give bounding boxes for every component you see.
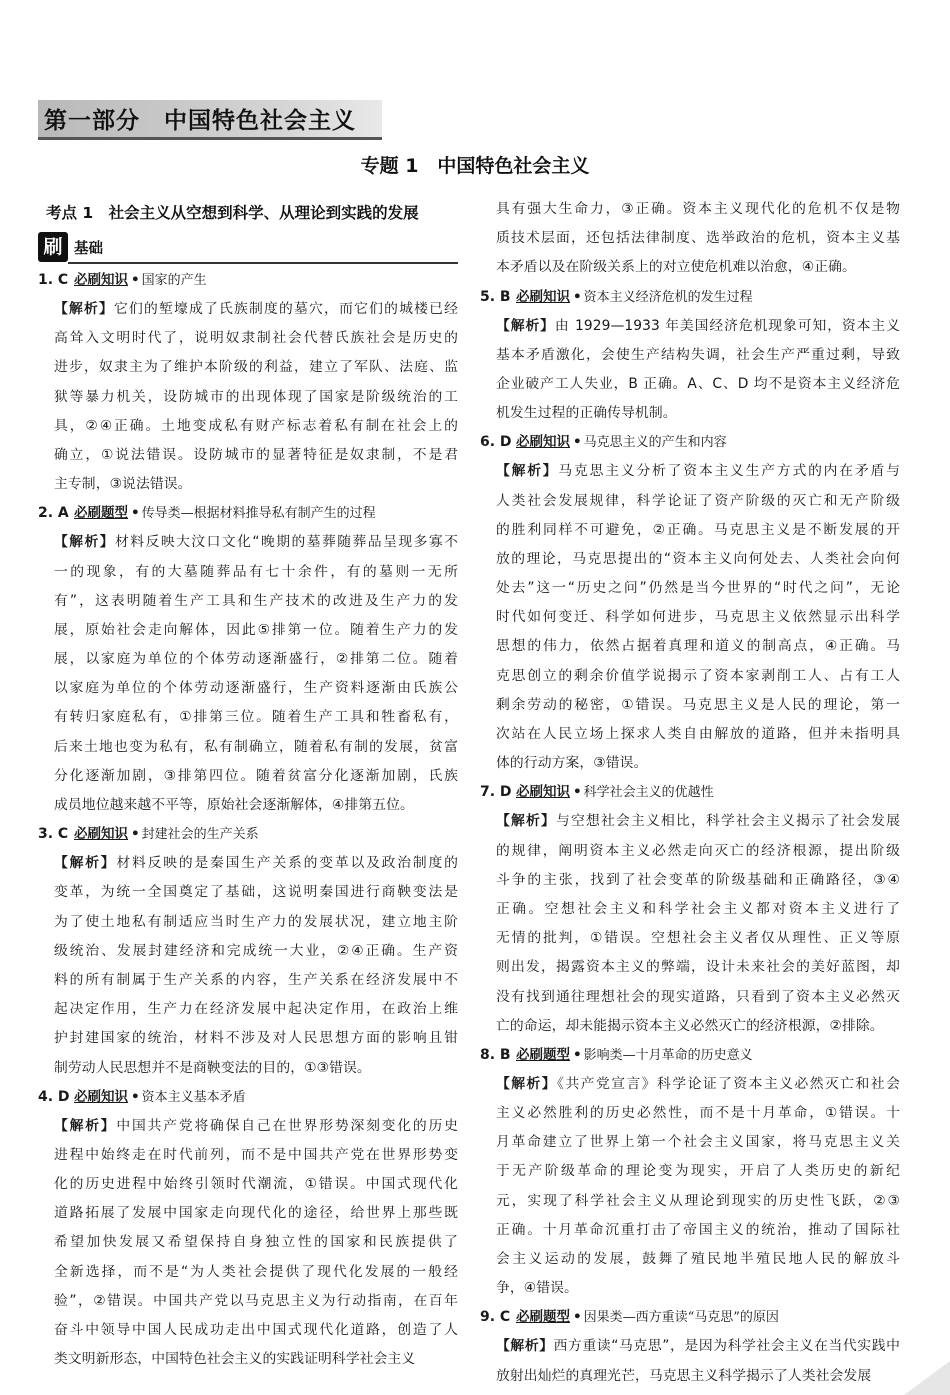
analysis-label: 【解析】 xyxy=(496,1338,554,1355)
knowledge-tag: 必刷题型 xyxy=(516,1309,570,1326)
analysis-text: 材料反映的是秦国生产关系的变革以及政治制度的 xyxy=(116,855,458,872)
analysis-text: 道路拓展了发展中国家走向现代化的途径，给世界上那些既 xyxy=(54,1205,458,1222)
answer-item xyxy=(38,266,458,499)
analysis-text: 有转归家庭私有，①排第三位。随着生产工具和牲畜私有， xyxy=(54,709,458,726)
analysis-line xyxy=(38,1112,458,1141)
analysis-line xyxy=(38,762,458,791)
analysis-line xyxy=(480,1012,900,1041)
analysis-text: 中国共产党将确保自己在世界形势深刻变化的历史 xyxy=(116,1117,458,1134)
separator-dot: • xyxy=(131,505,140,522)
analysis-line xyxy=(480,837,900,866)
analysis-text: 思想的伟力，依然占据着真理和道义的制高点，④正确。马 xyxy=(496,638,900,655)
knowledge-tag: 必刷知识 xyxy=(74,1088,128,1105)
answer-item xyxy=(480,1303,900,1390)
analysis-text: 无情的批判，①错误。空想社会主义者仅从理性、正义等原 xyxy=(496,930,900,947)
analysis-line xyxy=(480,1216,900,1245)
analysis-text: 体的行动方案，③错误。 xyxy=(496,755,648,772)
analysis-label: 【解析】 xyxy=(54,1117,117,1134)
answer-head xyxy=(38,820,458,849)
analysis-line xyxy=(480,1128,900,1157)
knowledge-tag: 必刷知识 xyxy=(516,288,570,305)
answer-head xyxy=(38,1083,458,1112)
analysis-text: 成员地位越来越不平等，原始社会逐渐解体，④排第五位。 xyxy=(54,797,414,813)
analysis-text: 月革命建立了世界上第一个社会主义国家，将马克思主义关 xyxy=(496,1134,900,1151)
analysis-text: 正确。十月革命沉重打击了帝国主义的统治，推动了国际社 xyxy=(496,1221,900,1238)
analysis-line xyxy=(480,341,900,370)
analysis-line xyxy=(38,1287,458,1316)
analysis-line xyxy=(38,383,458,412)
analysis-line xyxy=(480,312,900,341)
analysis-line xyxy=(38,966,458,995)
kaodian-heading: 考点 1 社会主义从空想到科学、从理论到实践的发展 xyxy=(46,204,419,222)
analysis-text: 起决定作用，生产力在经济发展中起决定作用，在政治上维 xyxy=(54,1001,458,1018)
analysis-text: 则出发，揭露资本主义的弊端，设计未来社会的美好蓝图，却 xyxy=(496,959,900,976)
analysis-line xyxy=(38,733,458,762)
question-number: 5. B xyxy=(480,288,511,305)
analysis-text: 斗争的主张，找到了社会变革的阶级基础和正确路径，③④ xyxy=(496,871,900,888)
analysis-text: 剩余劳动的秘密，①错误。马克思主义是人民的理论，第一 xyxy=(496,696,900,713)
analysis-line xyxy=(480,953,900,982)
analysis-text: 西方重读“马克思”，是因为科学社会主义在当代实践中 xyxy=(553,1338,900,1355)
analysis-text: 人类社会发展规律，科学论证了资产阶级的灭亡和无产阶级 xyxy=(496,492,900,509)
analysis-text: 正确。空想社会主义和科学社会主义都对资本主义进行了 xyxy=(496,900,900,917)
analysis-line xyxy=(38,878,458,907)
analysis-text: 狱等暴力机关，设防城市的出现体现了国家是阶级统治的工 xyxy=(54,388,458,405)
analysis-line xyxy=(480,924,900,953)
analysis-text: 马克思主义分析了资本主义生产方式的内在矛盾与 xyxy=(558,463,900,480)
analysis-text: 护封建国家的统治，材料不涉及对人民思想方面的影响且钳 xyxy=(54,1030,458,1047)
analysis-line xyxy=(480,632,900,661)
knowledge-tag: 必刷知识 xyxy=(516,784,570,801)
analysis-label: 【解析】 xyxy=(496,813,557,830)
analysis-line xyxy=(480,399,900,428)
left-column xyxy=(38,198,458,1374)
item-topic: 马克思主义的产生和内容 xyxy=(583,435,727,451)
analysis-line xyxy=(480,1099,900,1128)
separator-dot: • xyxy=(131,826,140,843)
analysis-text: 企业破产工人失业，B 正确。A、C、D 均不是资本主义经济危 xyxy=(496,375,900,392)
analysis-label: 【解析】 xyxy=(496,317,555,334)
separator-dot: • xyxy=(573,288,582,305)
page-corner-fold xyxy=(904,1361,950,1395)
analysis-text: 后来土地也变为私有，私有制确立，随着私有制的发展，贫富 xyxy=(54,738,458,755)
analysis-text: 化的历史进程中始终引领时代潮流，①错误。中国式现代化 xyxy=(54,1176,458,1193)
separator-dot: • xyxy=(131,1088,140,1105)
analysis-line xyxy=(38,1054,458,1083)
answer-item xyxy=(480,428,900,778)
answer-item xyxy=(480,778,900,1041)
analysis-text: 次站在人民立场上探求人类自由解放的道路，但并未指明具 xyxy=(496,726,900,742)
analysis-line xyxy=(38,353,458,382)
analysis-text: 一的现象，有的大墓随葬品有七十余件，有的墓则一无所 xyxy=(54,563,458,580)
analysis-text: 的规律，阐明资本主义必然走向灭亡的经济根源，提出阶级 xyxy=(496,842,900,859)
analysis-line xyxy=(480,983,900,1012)
analysis-line xyxy=(480,1070,900,1099)
answer-head xyxy=(480,1041,900,1070)
analysis-line xyxy=(38,1316,458,1345)
analysis-line xyxy=(38,908,458,937)
analysis-line xyxy=(38,995,458,1024)
analysis-text: 主义必然胜利的历史必然性，而不是十月革命，①错误。十 xyxy=(496,1105,900,1122)
analysis-text: 没有找到通往理想社会的现实道路，只看到了资本主义必然灭 xyxy=(496,988,900,1005)
analysis-line xyxy=(38,703,458,732)
question-number: 8. B xyxy=(480,1046,511,1063)
analysis-text: 具，②④正确。土地变成私有财产标志着私有制在社会上的 xyxy=(54,417,458,434)
analysis-line xyxy=(38,441,458,470)
analysis-text: 为了使土地私有制适应当时生产力的发展状况，建立地主阶 xyxy=(54,913,458,930)
part-banner xyxy=(38,100,382,140)
item-topic: 科学社会主义的优越性 xyxy=(583,785,714,801)
analysis-line xyxy=(38,324,458,353)
analysis-line xyxy=(480,1362,900,1391)
knowledge-tag: 必刷题型 xyxy=(74,505,128,522)
answer-head xyxy=(480,778,900,807)
analysis-line: 质技术层面，还包括法律制度、选举政治的危机，资本主义基 xyxy=(496,230,900,247)
analysis-label: 【解析】 xyxy=(496,1075,558,1092)
divider xyxy=(68,262,458,264)
analysis-text: 的胜利同样不可避免，②正确。马克思主义是不断发展的开 xyxy=(496,521,900,538)
item-topic: 资本主义经济危机的发生过程 xyxy=(583,289,753,305)
analysis-text: 分化逐渐加剧，③排第四位。随着贫富分化逐渐加剧，氏族 xyxy=(54,767,458,784)
knowledge-tag: 必刷知识 xyxy=(74,826,128,843)
answer-item xyxy=(38,499,458,820)
question-number: 7. D xyxy=(480,784,512,801)
analysis-text: 机发生过程的正确传导机制。 xyxy=(496,405,677,422)
analysis-text: 希望加快发展又希望保持自身独立性的国家和民族提供了 xyxy=(54,1234,458,1251)
analysis-line xyxy=(38,412,458,441)
analysis-line xyxy=(38,295,458,324)
analysis-text: 亡的命运，却未能揭示资本主义必然灭亡的经济根源，②排除。 xyxy=(496,1017,884,1034)
analysis-line xyxy=(480,662,900,691)
analysis-line xyxy=(38,1024,458,1053)
analysis-line xyxy=(480,370,900,399)
answer-head xyxy=(480,428,900,457)
item-topic: 因果类—西方重读“马克思”的原因 xyxy=(583,1310,779,1326)
analysis-text: 放的理论，马克思提出的“资本主义向何处去、人类社会向何 xyxy=(496,550,900,567)
separator-dot: • xyxy=(573,434,582,451)
analysis-line xyxy=(38,674,458,703)
analysis-line xyxy=(38,587,458,616)
separator-dot: • xyxy=(131,272,140,288)
analysis-line xyxy=(38,1199,458,1228)
analysis-line xyxy=(480,603,900,632)
analysis-text: 变革，为统一全国奠定了基础，这说明秦国进行商鞅变法是 xyxy=(54,884,458,901)
analysis-line xyxy=(480,574,900,603)
answer-head xyxy=(480,1303,900,1332)
topic-title: 专题 1 中国特色社会主义 xyxy=(360,155,590,177)
analysis-text: 制劳动人民思想并不是商鞅变法的目的，①③错误。 xyxy=(54,1059,371,1076)
analysis-text: 克思创立的剩余价值学说揭示了资本家剥削工人、占有工人 xyxy=(496,667,900,684)
analysis-text: 确立，①说法错误。设防城市的显著特征是奴隶制，不是君 xyxy=(54,446,458,463)
knowledge-tag: 必刷题型 xyxy=(516,1046,570,1063)
analysis-line xyxy=(38,1170,458,1199)
analysis-text: 全新选择，而不是“为人类社会提供了现代化发展的一般经 xyxy=(54,1263,458,1280)
shua-badge: 刷 xyxy=(38,232,68,262)
analysis-text: 类文明新形态，中国特色社会主义的实践证明科学社会主义 xyxy=(54,1351,416,1368)
item-topic: 封建社会的生产关系 xyxy=(141,827,259,843)
answer-item xyxy=(480,1041,900,1304)
analysis-text: 级统治、发展封建经济和完成统一大业，②④正确。生产资 xyxy=(54,942,458,959)
analysis-label: 【解析】 xyxy=(496,463,559,480)
analysis-text: 它们的堑壕成了氏族制度的墓穴，而它们的城楼已经 xyxy=(114,301,458,317)
analysis-text: 时代如何变迁、科学如何进步，马克思主义依然显示出科学 xyxy=(496,609,900,626)
analysis-text: 料的所有制属于生产关系的内容，生产关系在经济发展中不 xyxy=(54,971,458,988)
analysis-line xyxy=(480,457,900,486)
question-number: 1. C xyxy=(38,272,69,288)
shua-label: 基础 xyxy=(74,241,103,257)
analysis-text: 会主义运动的发展，鼓舞了殖民地半殖民地人民的解放斗 xyxy=(496,1251,900,1267)
analysis-text: 进步，奴隶主为了维护本阶级的利益，建立了军队、法庭、监 xyxy=(54,359,458,376)
analysis-text: 于无产阶级革命的理论变为现实，开启了人类历史的新纪 xyxy=(496,1163,900,1180)
analysis-line xyxy=(480,749,900,778)
separator-dot: • xyxy=(573,1046,582,1063)
answer-head xyxy=(38,499,458,528)
analysis-line xyxy=(480,487,900,516)
analysis-line xyxy=(480,545,900,574)
analysis-text: 基本矛盾激化，会使生产结构失调，社会生产严重过剩，导致 xyxy=(496,346,900,363)
analysis-label: 【解析】 xyxy=(54,301,115,317)
analysis-text: 《共产党宣言》科学论证了资本主义必然灭亡和社会 xyxy=(557,1075,900,1092)
analysis-line xyxy=(480,1245,900,1274)
analysis-line: 具有强大生命力，③正确。资本主义现代化的危机不仅是物 xyxy=(496,201,900,217)
analysis-line xyxy=(480,895,900,924)
analysis-text: 展，原始社会走向解体，因此⑤排第一位。随着生产力的发 xyxy=(54,621,458,638)
analysis-text: 高耸入文明时代了，说明奴隶制社会代替氏族社会是历史的 xyxy=(54,330,458,347)
analysis-text: 以家庭为单位的个体劳动逐渐盛行，生产资料逐渐由氏族公 xyxy=(54,680,458,697)
analysis-text: 奋斗中领导中国人民成功走出中国式现代化道路，创造了人 xyxy=(54,1322,458,1338)
knowledge-tag: 必刷知识 xyxy=(74,272,128,288)
item-topic: 资本主义基本矛盾 xyxy=(141,1089,246,1105)
answer-head xyxy=(480,283,900,312)
analysis-line xyxy=(480,1187,900,1216)
analysis-text: 验”，②错误。中国共产党以马克思主义为行动指南，在百年 xyxy=(54,1292,458,1309)
answer-head xyxy=(38,266,458,295)
answer-item xyxy=(38,820,458,1083)
analysis-text: 处去”这一“历史之问”仍然是当今世界的“时代之问”，无论 xyxy=(496,580,900,597)
part-title: 第一部分 中国特色社会主义 xyxy=(44,108,356,134)
separator-dot: • xyxy=(573,1309,582,1326)
analysis-text: 争，④错误。 xyxy=(496,1280,578,1297)
analysis-line xyxy=(480,1274,900,1303)
analysis-line xyxy=(480,1332,900,1361)
analysis-line xyxy=(38,645,458,674)
analysis-text: 进程中始终走在时代前列，而不是中国共产党在世界形势变 xyxy=(54,1146,458,1163)
analysis-text: 放射出灿烂的真理光芒，马克思主义科学揭示了人类社会发展 xyxy=(496,1367,872,1384)
section-header-basic xyxy=(38,228,458,266)
analysis-line xyxy=(38,616,458,645)
analysis-text: 主专制，③说法错误。 xyxy=(54,476,192,493)
analysis-line: 本矛盾以及在阶级关系上的对立使危机难以治愈，④正确。 xyxy=(496,259,856,276)
analysis-line xyxy=(480,691,900,720)
question-number: 6. D xyxy=(480,434,512,451)
right-column xyxy=(480,195,900,1391)
question-number: 3. C xyxy=(38,826,69,843)
question-number: 9. C xyxy=(480,1309,511,1326)
item-topic: 传导类—根据材料推导私有制产生的过程 xyxy=(141,506,376,522)
answer-item xyxy=(480,283,900,429)
question-number: 2. A xyxy=(38,505,69,522)
item-topic: 国家的产生 xyxy=(141,273,207,288)
analysis-text: 元，实现了科学社会主义从理论到现实的历史性飞跃，②③ xyxy=(496,1192,900,1209)
analysis-line xyxy=(38,1258,458,1287)
analysis-line xyxy=(38,791,458,820)
analysis-line xyxy=(38,937,458,966)
analysis-line xyxy=(480,516,900,545)
analysis-line xyxy=(480,807,900,836)
analysis-text: 由 1929—1933 年美国经济危机现象可知，资本主义 xyxy=(554,317,900,334)
analysis-text: 有”，这表明随着生产工具和生产技术的改进及生产力的发 xyxy=(54,592,458,609)
analysis-label: 【解析】 xyxy=(54,855,117,872)
analysis-line xyxy=(38,1345,458,1374)
question-number: 4. D xyxy=(38,1088,70,1105)
analysis-text: 展，以家庭为单位的个体劳动逐渐盛行，②排第二位。随着 xyxy=(54,651,458,668)
analysis-line xyxy=(38,528,458,557)
analysis-line xyxy=(38,470,458,499)
knowledge-tag: 必刷知识 xyxy=(516,434,570,451)
analysis-line xyxy=(480,1157,900,1186)
analysis-text: 材料反映大汶口文化“晚期的墓葬随葬品呈现多寡不 xyxy=(115,534,458,551)
analysis-line xyxy=(38,1228,458,1257)
item-topic: 影响类—十月革命的历史意义 xyxy=(583,1047,753,1063)
analysis-line xyxy=(480,720,900,749)
separator-dot: • xyxy=(573,784,582,801)
analysis-line xyxy=(38,1141,458,1170)
analysis-label: 【解析】 xyxy=(54,534,116,551)
analysis-line xyxy=(480,866,900,895)
analysis-line xyxy=(38,849,458,878)
answer-item xyxy=(38,1083,458,1375)
analysis-line xyxy=(38,558,458,587)
analysis-text: 与空想社会主义相比，科学社会主义揭示了社会发展 xyxy=(556,813,900,830)
